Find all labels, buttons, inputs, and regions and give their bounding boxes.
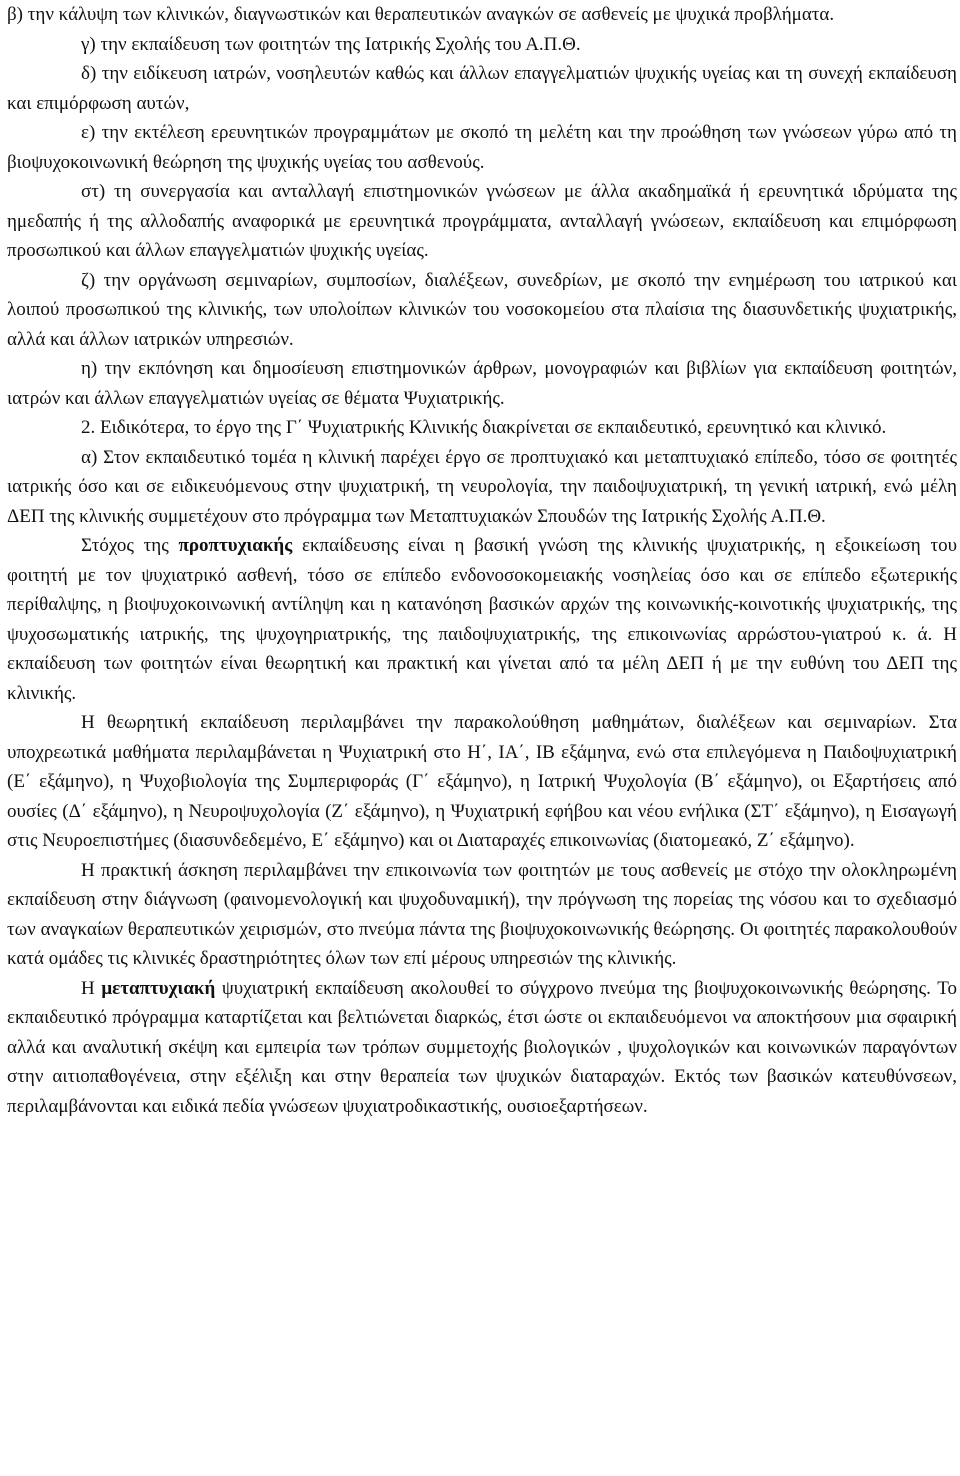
paragraph-delta	[7, 59, 957, 118]
paragraph-text: Η	[81, 977, 102, 999]
paragraph-text: ψυχιατρική εκπαίδευση ακολουθεί το σύγχρονο πνεύμα της βιοψυχοκοινωνικής θεώρησης. Το εκπαιδευτικό πρόγραμμα καταρτίζεται και βελτιώνεται διαρκώς, έτσι ώστε οι εκπαιδευόμενοι να αποκτήσουν μια σφαιρική αλλά και αναλυτική σκέψη και εμπειρία των τρόπων συμμετοχής βιολογικών , ψυχολογικών και κοινωνικών παραγόντων στην αιτιοπαθογένεια, στην εξέλιξη και στην θεραπεία των ψυχικών διαταραχών. Εκτός των βασικών κατευθύνσεων, περιλαμβάνονται και ειδικά πεδία γνώσεων ψυχιατροδικαστικής, ουσιοεξαρτήσεων.	[7, 977, 957, 1117]
paragraph-st	[7, 177, 957, 266]
paragraph-text: στ) τη συνεργασία και ανταλλαγή επιστημονικών γνώσεων με άλλα ακαδημαϊκά ή ερευνητικά ιδρύματα της ημεδαπής ή της αλλοδαπής αναφορικά με ερευνητικά προγράμματα, ανταλλαγή γνώσεων, εκπαίδευση και επιμόρφωση προσωπικού και άλλων επαγγελματιών ψυχικής υγείας.	[7, 181, 957, 261]
paragraph-text: εκπαίδευσης είναι η βασική γνώση της κλινικής ψυχιατρικής, η εξοικείωση του φοιτητή με τον ψυχιατρικό ασθενή, τόσο σε επίπεδο ενδονοσοκομειακής νοσηλείας όσο και σε επίπεδο εξωτερικής περίθαλψης, η βιοψυχοκοινωνική αντίληψη και η κατανόηση βασικών αρχών της κοινωνικής-κοινοτικής ψυχιατρικής, της ψυχοσωματικής ιατρικής, της ψυχογηριατρικής, της παιδοψυχιατρικής, της επικοινωνίας αρρώστου-γιατρού κ. ά. Η εκπαίδευση των φοιτητών είναι θεωρητική και πρακτική και γίνεται από τα μέλη ΔΕΠ ή με την ευθύνη του ΔΕΠ της κλινικής.	[7, 535, 957, 704]
paragraph-text: β) την κάλυψη των κλινικών, διαγνωστικών και θεραπευτικών αναγκών σε ασθενείς με ψυχικά προβλήματα.	[7, 4, 835, 25]
paragraph-text: 2. Ειδικότερα, το έργο της Γ΄ Ψυχιατρικής Κλινικής διακρίνεται σε εκπαιδευτικό, ερευνητικό και κλινικό.	[81, 417, 887, 438]
paragraph-praktiki	[7, 856, 957, 974]
paragraph-text: Στόχος της	[81, 535, 179, 556]
paragraph-text: γ) την εκπαίδευση των φοιτητών της Ιατρικής Σχολής του Α.Π.Θ.	[81, 33, 581, 55]
paragraph-beta	[7, 0, 957, 30]
paragraph-2	[7, 413, 957, 443]
paragraph-epsilon	[7, 118, 957, 177]
paragraph-text: ζ) την οργάνωση σεμιναρίων, συμποσίων, διαλέξεων, συνεδρίων, με σκοπό την ενημέρωση του ιατρικού και λοιπού προσωπικού της κλινικής, των υπολοίπων κλινικών του νοσοκομείου στα πλαίσια της διασυνδετικής ψυχιατρικής, αλλά και άλλων ιατρικών υπηρεσιών.	[7, 269, 957, 350]
paragraph-text: α) Στον εκπαιδευτικό τομέα η κλινική παρέχει έργο σε προπτυχιακό και μεταπτυχιακό επίπεδο, τόσο σε φοιτητές ιατρικής όσο και σε ειδικευόμενους στην ψυχιατρική, τη νευρολογία, την παιδοψυχιατρική, τη γενική ιατρική, ενώ μέλη ΔΕΠ της κλινικής συμμετέχουν στο πρόγραμμα των Μεταπτυχιακών Σπουδών της Ιατρικής Σχολής Α.Π.Θ.	[7, 446, 957, 527]
document-page	[7, 0, 957, 1121]
paragraph-metaptyxiaki	[7, 974, 957, 1122]
paragraph-text: Η πρακτική άσκηση περιλαμβάνει την επικοινωνία των φοιτητών με τους ασθενείς με στόχο την ολοκληρωμένη εκπαίδευση στην διάγνωση (φαινομενολογική και ψυχοδυναμική), την πρόγνωση της πορείας της νόσου και το σχεδιασμό των αναγκαίων θεραπευτικών χειρισμών, στο πνεύμα πάντα της βιοψυχοκοινωνικής θεώρησης. Οι φοιτητές παρακολουθούν κατά ομάδες τις κλινικές δραστηριότητες όλων των επί μέρους υπηρεσιών της κλινικής.	[7, 859, 957, 969]
paragraph-theoretiki	[7, 708, 957, 856]
bold-term: μεταπτυχιακή	[101, 977, 216, 999]
paragraph-text: δ) την ειδίκευση ιατρών, νοσηλευτών καθώς και άλλων επαγγελματιών ψυχικής υγείας και τη συνεχή εκπαίδευση και επιμόρφωση αυτών,	[7, 63, 957, 114]
paragraph-text: Η θεωρητική εκπαίδευση περιλαμβάνει την παρακολούθηση μαθημάτων, διαλέξεων και σεμιναρίων. Στα υποχρεωτικά μαθήματα περιλαμβάνεται η Ψυχιατρική στο Η΄, ΙΑ΄, ΙΒ εξάμηνα, ενώ στα επιλεγόμενα η Παιδοψυχιατρική (Ε΄ εξάμηνο), η Ψυχοβιολογία της Συμπεριφοράς (Γ΄ εξάμηνο), η Ιατρική Ψυχολογία (Β΄ εξάμηνο), οι Εξαρτήσεις από ουσίες (Δ΄ εξάμηνο), η Νευροψυχολογία (Ζ΄ εξάμηνο), η Ψυχιατρική εφήβου και νέου ενήλικα (ΣΤ΄ εξάμηνο), η Εισαγωγή στις Νευροεπιστήμες (διασυνδεδεμένο, Ε΄ εξάμηνο) και οι Διαταραχές επικοινωνίας (διατομεακό, Ζ΄ εξάμηνο).	[7, 712, 957, 851]
paragraph-gamma	[7, 30, 957, 60]
paragraph-eta	[7, 354, 957, 413]
bold-term: προπτυχιακής	[178, 535, 293, 556]
paragraph-zeta	[7, 266, 957, 355]
paragraph-stoxos	[7, 531, 957, 708]
paragraph-text: η) την εκπόνηση και δημοσίευση επιστημονικών άρθρων, μονογραφιών και βιβλίων για εκπαίδευση φοιτητών, ιατρών και άλλων επαγγελματιών υγείας σε θέματα Ψυχιατρικής.	[7, 358, 957, 409]
paragraph-text: ε) την εκτέλεση ερευνητικών προγραμμάτων με σκοπό τη μελέτη και την προώθηση των γνώσεων γύρω από τη βιοψυχοκοινωνική θεώρηση της ψυχικής υγείας του ασθενούς.	[7, 122, 957, 173]
paragraph-alpha	[7, 443, 957, 532]
